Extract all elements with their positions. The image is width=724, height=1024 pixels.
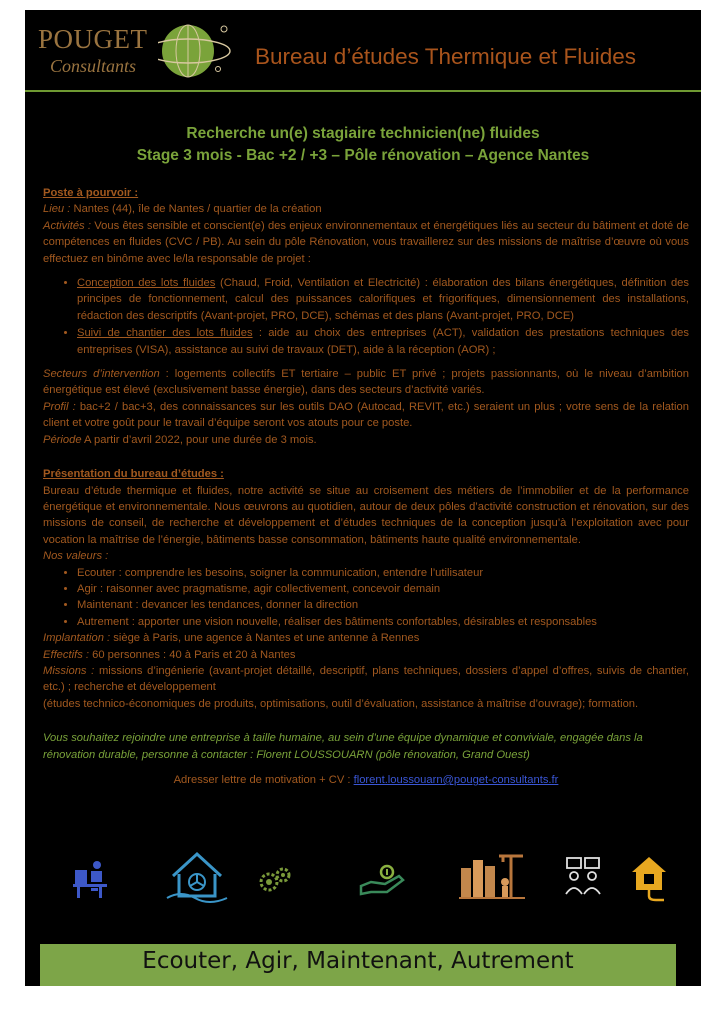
logo-text-bottom: Consultants	[50, 56, 137, 76]
missions-text: missions d’ingénierie (avant-projet détaillé, descriptif, plans techniques, dossiers d’appel d’offres, suivis de chantier, etc.) ; recherche et développement	[43, 664, 689, 694]
email-link[interactable]: florent.loussouarn@pouget-consultants.fr	[353, 774, 559, 786]
suivi-label: Suivi de chantier des lots fluides	[77, 327, 253, 340]
list-item	[77, 275, 689, 324]
globe-icon	[158, 21, 238, 81]
missions-text-2: (études technico-économiques de produits, optimisations, outil d’évaluation, assistance à maîtrise d’ouvrage); formation.	[43, 697, 639, 710]
flyer-page	[25, 10, 701, 986]
job-subtitle: Stage 3 mois - Bac +2 / +3 – Pôle rénovation – Agence Nantes	[136, 147, 590, 164]
activites-text: Vous êtes sensible et conscient(e) des enjeux environnementaux et énergétiques liés au secteur du bâtiment et doté de compétences en fluides (CVC / PB). Au sein du pôle Rénovation, vous travaillerez sur des missions de maîtrise d’œuvre où vous effectuez en binôme avec le/la responsable de projet :	[43, 219, 689, 265]
icon-row	[25, 848, 701, 904]
implantation-text: siège à Paris, une agence à Nantes et une antenne à Rennes	[110, 632, 420, 645]
logo-text-top: POUGET	[38, 24, 148, 54]
header-divider	[25, 90, 701, 92]
implantation-label: Implantation :	[43, 632, 111, 645]
list-item: • Autrement : apporter une vision nouvelle, réaliser des bâtiments confortables, désirables et responsables	[77, 614, 689, 630]
house-plug-icon	[630, 854, 668, 902]
profil-text: bac+2 / bac+3, des connaissances sur les outils DAO (Autocad, REVIT, etc.) seraient un plus ; votre sens de la relation client et votre goût pour le travail d’équipe seront vos atouts pour ce poste.	[43, 400, 689, 430]
missions-list	[43, 275, 689, 358]
suivi-text: : aide au choix des entreprises (ACT), validation des prestations techniques des entreprises (VISA), assistance au suivi de travaux (DET), aide à la réception (AOR) ;	[77, 327, 689, 356]
adresser-label: Adresser lettre de motivation + CV :	[173, 774, 354, 786]
effectifs-label: Effectifs :	[43, 648, 90, 661]
construction-site-icon	[459, 852, 525, 900]
pouget-logo	[38, 18, 238, 80]
presentation-text: Bureau d’étude thermique et fluides, notre activité se situe au croisement des métiers de l’immobilier et de la performance énergétique et environnementale. Nous œuvrons au quotidien, autour de deux pôles d’activité construction et rénovation, sur des missions de conseil, de recherche et développement et d’études techniques de la conception jusqu’à l’exploitation avec pour vocation la maîtrise de l’énergie, bâtiments basse consommation, bâtiments haute qualité environnementale.	[43, 484, 689, 546]
list-item: • Maintenant : devancer les tendances, donner la direction	[77, 597, 689, 613]
contact-text: Vous souhaitez rejoindre une entreprise à taille humaine, au sein d’une équipe dynamique et conviviale, engagée dans la rénovation durable, personne à contacter : Florent LOUSSOUARN (pôle rénovation, Grand Ouest)	[43, 732, 643, 761]
banner-text: Ecouter, Agir, Maintenant, Autrement	[142, 948, 574, 974]
job-title: Recherche un(e) stagiaire technicien(ne) fluides	[186, 125, 540, 142]
meeting-people-icon	[564, 856, 602, 898]
activites-label: Activités :	[43, 219, 92, 232]
valeurs-label: Nos valeurs :	[43, 550, 109, 563]
list-item: • Ecouter : comprendre les besoins, soigner la communication, entendre l’utilisateur	[77, 565, 689, 581]
body-text	[43, 185, 689, 788]
lieu-label: Lieu :	[43, 203, 71, 216]
job-titles	[25, 123, 701, 167]
periode-text: A partir d’avril 2022, pour une durée de 3 mois.	[81, 433, 317, 446]
list-item	[77, 325, 689, 358]
periode-label: Période	[43, 433, 82, 446]
conception-label: Conception des lots fluides	[77, 277, 216, 290]
valeurs-list	[43, 565, 689, 631]
secteurs-label: Secteurs d’intervention	[43, 368, 160, 381]
desk-worker-icon	[69, 858, 111, 900]
secteurs-text: : logements collectifs ET tertiaire – public ET privé ; projets passionnants, où le niveau d’ambition énergétique est élevé (exclusivement basse énergie), dans des secteurs d’activité variés.	[43, 368, 689, 397]
list-item: • Agir : raisonner avec pragmatisme, agir collectivement, concevoir demain	[77, 581, 689, 597]
adresser-line	[43, 772, 689, 788]
lieu-text: Nantes (44), île de Nantes / quartier de la création	[70, 203, 322, 216]
hand-money-icon	[359, 862, 405, 898]
values-banner	[40, 944, 676, 986]
effectifs-text: 60 personnes : 40 à Paris et 20 à Nantes	[89, 648, 296, 661]
profil-label: Profil :	[43, 400, 76, 413]
gears-icon	[258, 866, 292, 896]
presentation-heading: Présentation du bureau d’études :	[43, 468, 224, 481]
house-fan-icon	[165, 850, 229, 906]
conception-text: (Chaud, Froid, Ventilation et Electricité) : élaboration des bilans énergétiques, définition des principes de fonctionnement, calcul des puissances calorifiques et frigorifiques, dimensionnement des installations, rédaction des descriptifs (Avant-projet, PRO, DCE), schémas et des plans (Avant-projet, PRO, DCE)	[77, 277, 689, 322]
missions-label: Missions :	[43, 664, 95, 677]
header-title: Bureau d’études Thermique et Fluides	[255, 44, 637, 69]
poste-heading: Poste à pourvoir :	[43, 187, 139, 199]
